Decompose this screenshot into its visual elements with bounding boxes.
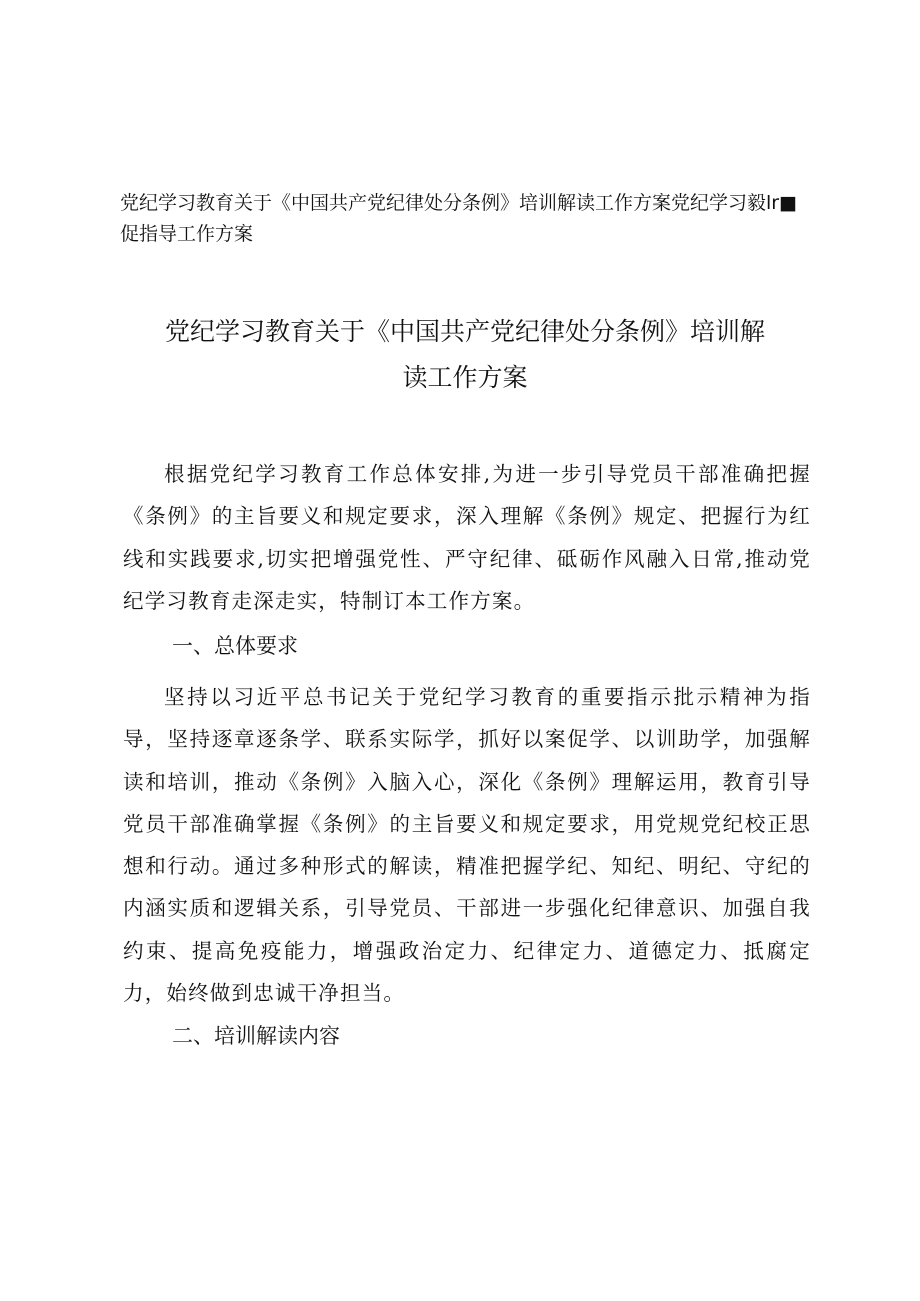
- section-heading-training-content: 二、培训解读内容: [172, 1024, 340, 1048]
- intro-paragraph: 根据党纪学习教育工作总体安排,为进一步引导党员干部准确把握《条例》的主旨要义和规定要求，深入理解《条例》规定、把握行为红线和实践要求,切实把增强党性、严守纪律、砥砺作风融入日常,推动党纪学习教育走深走实，特制订本工作方案。: [123, 462, 811, 613]
- section-heading-overall-requirements: 一、总体要求: [172, 634, 298, 658]
- document-header-title: 党纪学习教育关于《中国共产党纪律处分条例》培训解读工作方案党纪学习毅lr■促指导工作方案: [120, 192, 798, 245]
- main-title-line-1: 党纪学习教育关于《中国共产党纪律处分条例》培训解: [164, 317, 765, 346]
- main-title: [130, 309, 800, 401]
- main-title-line-2: 读工作方案: [402, 363, 528, 392]
- overall-requirements-paragraph: 坚持以习近平总书记关于党纪学习教育的重要指示批示精神为指导，坚持逐章逐条学、联系实际学，抓好以案促学、以训助学，加强解读和培训，推动《条例》入脑入心，深化《条例》理解运用，教育引导党员干部准确掌握《条例》的主旨要义和规定要求，用党规党纪校正思想和行动。通过多种形式的解读，精准把握学纪、知纪、明纪、守纪的内涵实质和逻辑关系，引导党员、干部进一步强化纪律意识、加强自我约束、提高免疫能力，增强政治定力、纪律定力、道德定力、抵腐定力，始终做到忠诚干净担当。: [123, 685, 811, 1006]
